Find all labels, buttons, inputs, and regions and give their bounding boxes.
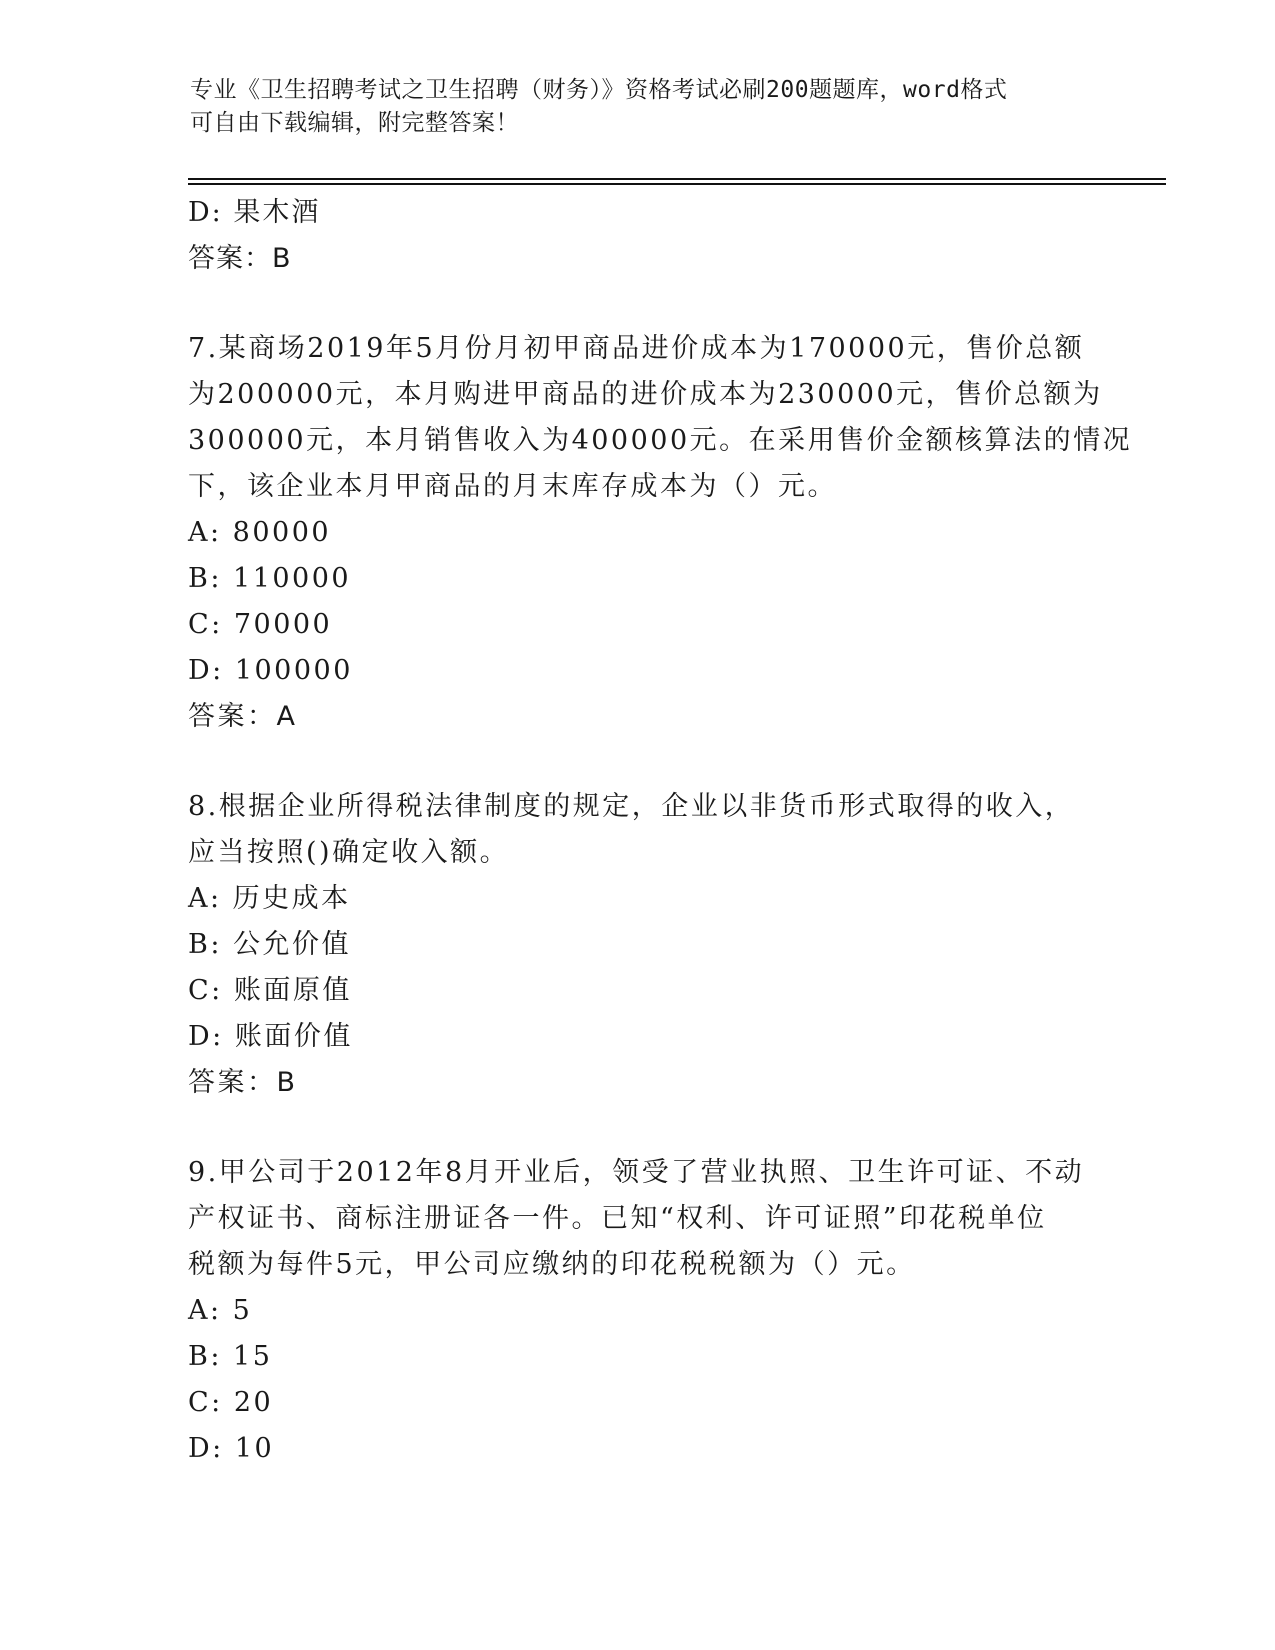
question-text-line: 税额为每件5元，甲公司应缴纳的印花税税额为（）元。 — [188, 1249, 916, 1280]
option-d: D: 账面价值 — [188, 1021, 353, 1052]
document-body — [188, 190, 1133, 1472]
question-text-line: 9.甲公司于2012年8月开业后，领受了营业执照、卫生许可证、不动 — [188, 1157, 1085, 1188]
question-text-line: 8.根据企业所得税法律制度的规定，企业以非货币形式取得的收入， — [188, 791, 1075, 822]
answer: 答案：A — [188, 701, 298, 732]
option-a: A: 5 — [188, 1295, 253, 1326]
option-c: C: 70000 — [188, 609, 333, 640]
question-text-line: 7.某商场2019年5月份月初甲商品进价成本为170000元，售价总额 — [188, 333, 1085, 364]
option-b: B: 公允价值 — [188, 929, 352, 960]
question-9 — [188, 1150, 1088, 1472]
question-text-line: 下，该企业本月甲商品的月末库存成本为（）元。 — [188, 471, 837, 502]
header-divider-top — [188, 178, 1166, 180]
option-a: A: 历史成本 — [188, 883, 351, 914]
question-text-line: 应当按照()确定收入额。 — [188, 837, 510, 868]
header-line-1: 专业《卫生招聘考试之卫生招聘（财务）》资格考试必刷200题题库，word格式 — [190, 77, 1008, 103]
question-text-line: 300000元，本月销售收入为400000元。在采用售价金额核算法的情况 — [188, 425, 1133, 456]
question-text-line: 为200000元，本月购进甲商品的进价成本为230000元，售价总额为 — [188, 379, 1103, 410]
header-line-2: 可自由下载编辑，附完整答案！ — [190, 110, 519, 136]
answer: 答案：B — [188, 243, 292, 274]
option-b: B: 110000 — [188, 563, 352, 594]
question-text-line: 产权证书、商标注册证各一件。已知“权利、许可证照”印花税单位 — [188, 1203, 1047, 1234]
option-b: B: 15 — [188, 1341, 273, 1372]
document-header — [190, 74, 1090, 140]
option-a: A: 80000 — [188, 517, 332, 548]
question-8 — [188, 784, 1088, 1106]
option-d: D: 100000 — [188, 655, 353, 686]
answer: 答案：B — [188, 1067, 298, 1098]
previous-question-tail — [188, 190, 1088, 282]
option-d: D: 果木酒 — [188, 197, 321, 228]
question-7 — [188, 326, 1133, 740]
option-c: C: 20 — [188, 1387, 274, 1418]
option-c: C: 账面原值 — [188, 975, 352, 1006]
header-divider-bottom — [188, 183, 1166, 185]
option-d: D: 10 — [188, 1433, 275, 1464]
